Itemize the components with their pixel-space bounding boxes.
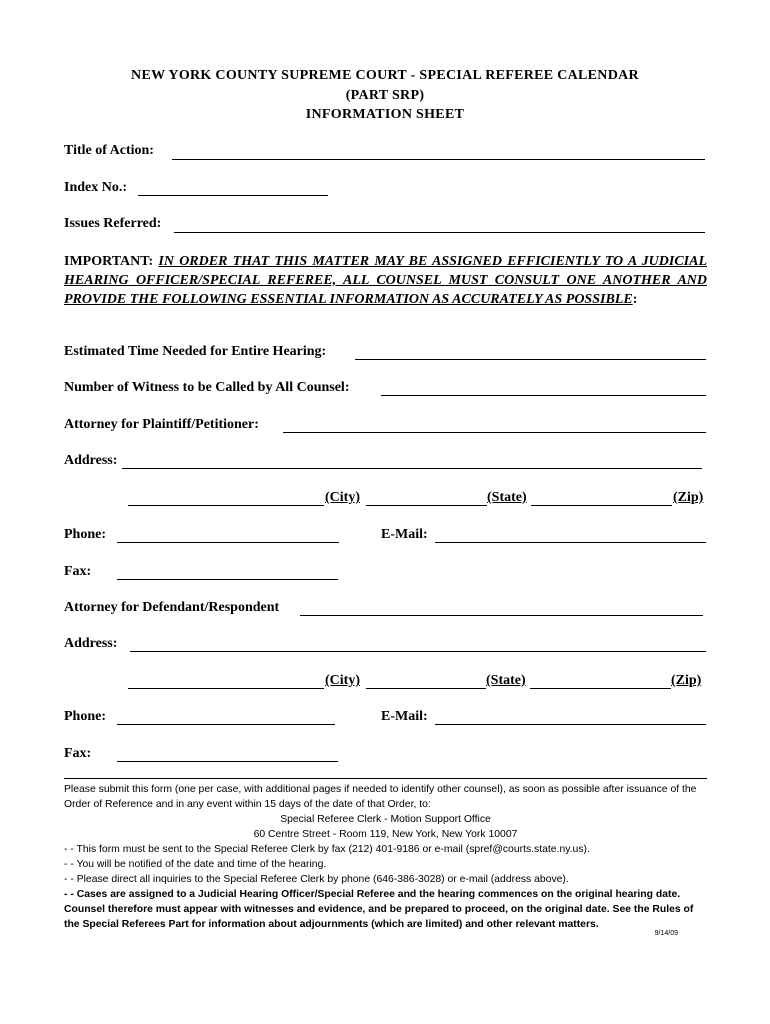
- note-notification: - - You will be notified of the date and time of the hearing.: [64, 859, 327, 870]
- estimated-time-field[interactable]: [355, 359, 706, 360]
- plaintiff-city-field[interactable]: [128, 505, 324, 506]
- defendant-email-field[interactable]: [435, 724, 706, 725]
- footer-paragraph: Please submit this form (one per case, with additional pages if needed to identify other counsel), as soon as possible after issuance of the Order of Reference and in any event within 15 days of the date of that Order, to:: [64, 784, 697, 810]
- defendant-fax-label: Fax:: [64, 746, 92, 761]
- plaintiff-phone-label: Phone:: [64, 527, 106, 542]
- num-witness-label: Number of Witness to be Called by All Counsel:: [64, 380, 350, 395]
- plaintiff-zip-field[interactable]: [531, 505, 672, 506]
- note-inquiries: - - Please direct all inquiries to the Special Referee Clerk by phone (646-386-3028) or e-mail (address above).: [64, 874, 569, 885]
- note-assignment: - - Cases are assigned to a Judicial Hearing Officer/Special Referee and the hearing commences on the original hearing date. Counsel therefore must appear with witnesses and evidence, and be prepared to proceed, on the original date. See the Rules of the Special Referees Part for information about adjournments (which are limited) and other relevant matters.: [64, 889, 694, 930]
- plaintiff-fax-field[interactable]: [117, 579, 338, 580]
- form-subtitle: (PART SRP): [345, 88, 425, 103]
- plaintiff-phone-field[interactable]: [117, 542, 339, 543]
- form-heading: INFORMATION SHEET: [305, 107, 465, 122]
- important-notice: IMPORTANT: IN ORDER THAT THIS MATTER MAY BE ASSIGNED EFFICIENTLY TO A JUDICIAL HEARING OFFICER/SPECIAL REFEREE, ALL COUNSEL MUST CONSULT ONE ANOTHER AND PROVIDE THE FOLLOWING ESSENTIAL INFORMATION AS ACCURATELY AS POSSIBLE:: [64, 254, 707, 307]
- defendant-phone-label: Phone:: [64, 709, 106, 724]
- defendant-zip-field[interactable]: [530, 688, 671, 689]
- revision-date: 9/14/09: [654, 930, 678, 937]
- defendant-city-field[interactable]: [128, 688, 324, 689]
- num-witness-field[interactable]: [381, 395, 706, 396]
- title-of-action-label: Title of Action:: [64, 143, 154, 158]
- plaintiff-attorney-field[interactable]: [283, 432, 706, 433]
- defendant-address-field[interactable]: [130, 651, 706, 652]
- plaintiff-city-label: (City): [325, 490, 360, 505]
- plaintiff-state-field[interactable]: [366, 505, 487, 506]
- form-title: NEW YORK COUNTY SUPREME COURT - SPECIAL REFEREE CALENDAR: [131, 68, 639, 83]
- plaintiff-address-label: Address:: [64, 453, 118, 468]
- defendant-state-field[interactable]: [366, 688, 486, 689]
- index-no-field[interactable]: [138, 195, 328, 196]
- clerk-address: 60 Centre Street - Room 119, New York, New York 10007: [253, 829, 518, 840]
- estimated-time-label: Estimated Time Needed for Entire Hearing:: [64, 344, 327, 359]
- defendant-email-label: E-Mail:: [381, 709, 428, 724]
- plaintiff-state-label: (State): [487, 490, 527, 505]
- defendant-address-label: Address:: [64, 636, 118, 651]
- defendant-attorney-label: Attorney for Defendant/Respondent: [64, 600, 280, 615]
- footer-divider: [64, 778, 707, 779]
- note-fax-email: - - This form must be sent to the Special Referee Clerk by fax (212) 401-9186 or e-mail (spref@courts.state.ny.us).: [64, 844, 590, 855]
- plaintiff-zip-label: (Zip): [673, 490, 704, 505]
- defendant-zip-label: (Zip): [671, 673, 702, 688]
- issues-referred-label: Issues Referred:: [64, 216, 162, 231]
- plaintiff-fax-label: Fax:: [64, 564, 92, 579]
- issues-referred-field[interactable]: [174, 232, 705, 233]
- defendant-phone-field[interactable]: [117, 724, 335, 725]
- defendant-state-label: (State): [486, 673, 526, 688]
- plaintiff-address-field[interactable]: [122, 468, 702, 469]
- defendant-fax-field[interactable]: [117, 761, 338, 762]
- defendant-city-label: (City): [325, 673, 360, 688]
- footer-instructions: [64, 782, 707, 932]
- index-no-label: Index No.:: [64, 180, 128, 195]
- plaintiff-email-field[interactable]: [435, 542, 706, 543]
- plaintiff-attorney-label: Attorney for Plaintiff/Petitioner:: [64, 417, 259, 432]
- plaintiff-email-label: E-Mail:: [381, 527, 428, 542]
- title-of-action-field[interactable]: [172, 159, 705, 160]
- clerk-office: Special Referee Clerk - Motion Support Office: [280, 814, 491, 825]
- defendant-attorney-field[interactable]: [300, 615, 703, 616]
